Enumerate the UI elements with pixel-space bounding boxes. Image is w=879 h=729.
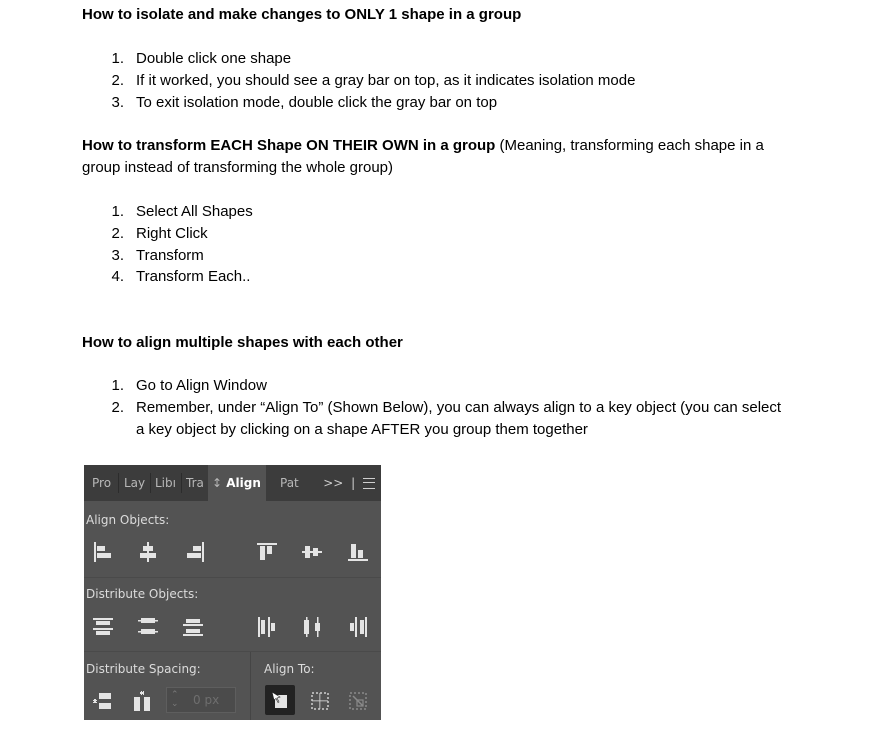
horizontal-distribute-right-icon[interactable]: [346, 615, 370, 639]
list-text: To exit isolation mode, double click the gray bar on top: [136, 94, 498, 111]
tab-label: Tra: [186, 476, 204, 490]
heading-text: How to align multiple shapes with each other: [82, 334, 403, 351]
align-to-label: Align To:: [264, 662, 315, 676]
heading-note: (Meaning, transforming each shape in a group instead of transforming the whole group): [82, 137, 764, 176]
vertical-distribute-bottom-icon[interactable]: [181, 615, 205, 639]
list-text: Transform: [136, 247, 204, 264]
list-text: Double click one shape: [136, 50, 292, 67]
tab-align[interactable]: [208, 465, 266, 501]
spacing-input[interactable]: [166, 687, 236, 713]
tab-label: Libı: [155, 476, 176, 490]
tab-pathfinder[interactable]: [280, 465, 304, 501]
tab-arrows-icon: ↕: [212, 476, 223, 490]
heading-text: How to transform EACH Shape ON THEIR OWN in a group: [82, 137, 496, 154]
distribute-objects-label: Distribute Objects:: [86, 587, 199, 601]
horizontal-align-left-icon[interactable]: [91, 540, 115, 564]
vertical-align-bottom-icon[interactable]: [346, 540, 370, 564]
list-number: 1.: [111, 203, 124, 220]
distribute-spacing-label: Distribute Spacing:: [86, 662, 201, 676]
list-text: If it worked, you should see a gray bar on top, as it indicates isolation mode: [136, 72, 636, 89]
tab-label: Pat: [280, 476, 299, 490]
tab-divider: [181, 473, 182, 493]
tab-properties[interactable]: [92, 465, 116, 501]
list-text: Transform Each..: [136, 268, 251, 285]
align-panel-screenshot: [84, 465, 381, 720]
column-divider: [250, 652, 251, 720]
spacing-value: 0 px: [193, 693, 220, 707]
tab-libraries[interactable]: [155, 465, 180, 501]
horizontal-align-right-icon[interactable]: [183, 540, 207, 564]
tab-label: Pro: [92, 476, 112, 490]
align-to-key-object-icon[interactable]: [268, 688, 292, 712]
list-number: 2.: [111, 72, 124, 89]
list-number: 4.: [111, 268, 124, 285]
section-heading-align: [82, 332, 403, 354]
section-divider: [84, 577, 381, 578]
list-number: 2.: [111, 399, 124, 416]
tab-divider: [150, 473, 151, 493]
align-objects-label: Align Objects:: [86, 513, 170, 527]
tab-label: Lay: [124, 476, 146, 490]
overflow-icon[interactable]: >>: [323, 476, 344, 490]
list-number: 1.: [111, 377, 124, 394]
separator: |: [351, 476, 356, 490]
section-heading-transform: [82, 135, 802, 179]
align-to-selection-icon[interactable]: [308, 689, 332, 713]
list-text: Go to Align Window: [136, 377, 267, 394]
vertical-distribute-center-icon[interactable]: [136, 615, 160, 639]
tab-divider: [118, 473, 119, 493]
vertical-distribute-top-icon[interactable]: [91, 615, 115, 639]
list-text: Select All Shapes: [136, 203, 253, 220]
section-heading-isolate: [82, 4, 521, 26]
panel-tab-bar: [84, 465, 381, 501]
panel-menu-icon[interactable]: [363, 478, 375, 489]
list-number: 1.: [111, 50, 124, 67]
horizontal-distribute-left-icon[interactable]: [255, 615, 279, 639]
horizontal-distribute-center-icon[interactable]: [300, 615, 324, 639]
vertical-align-center-icon[interactable]: [300, 540, 324, 564]
tab-layers[interactable]: [124, 465, 148, 501]
horizontal-align-center-icon[interactable]: [136, 540, 160, 564]
section-divider: [84, 651, 381, 652]
list-text: Right Click: [136, 225, 208, 242]
list-number: 3.: [111, 94, 124, 111]
heading-text: How to isolate and make changes to ONLY 1 shape in a group: [82, 6, 522, 23]
list-number: 3.: [111, 247, 124, 264]
align-to-artboard-icon[interactable]: [346, 689, 370, 713]
tab-label: Align: [226, 476, 261, 490]
spinner-arrows-icon[interactable]: ⌃ ⌄: [171, 690, 179, 709]
horizontal-distribute-space-icon[interactable]: [130, 689, 154, 713]
vertical-distribute-space-icon[interactable]: [91, 689, 115, 713]
tab-transform[interactable]: [186, 465, 208, 501]
panel-header-controls: [319, 465, 375, 501]
list-number: 2.: [111, 225, 124, 242]
list-text: Remember, under “Align To” (Shown Below), you can always align to a key object (you can select a key object by clicking on a shape AFTER you group them together: [136, 399, 782, 438]
vertical-align-top-icon[interactable]: [255, 540, 279, 564]
